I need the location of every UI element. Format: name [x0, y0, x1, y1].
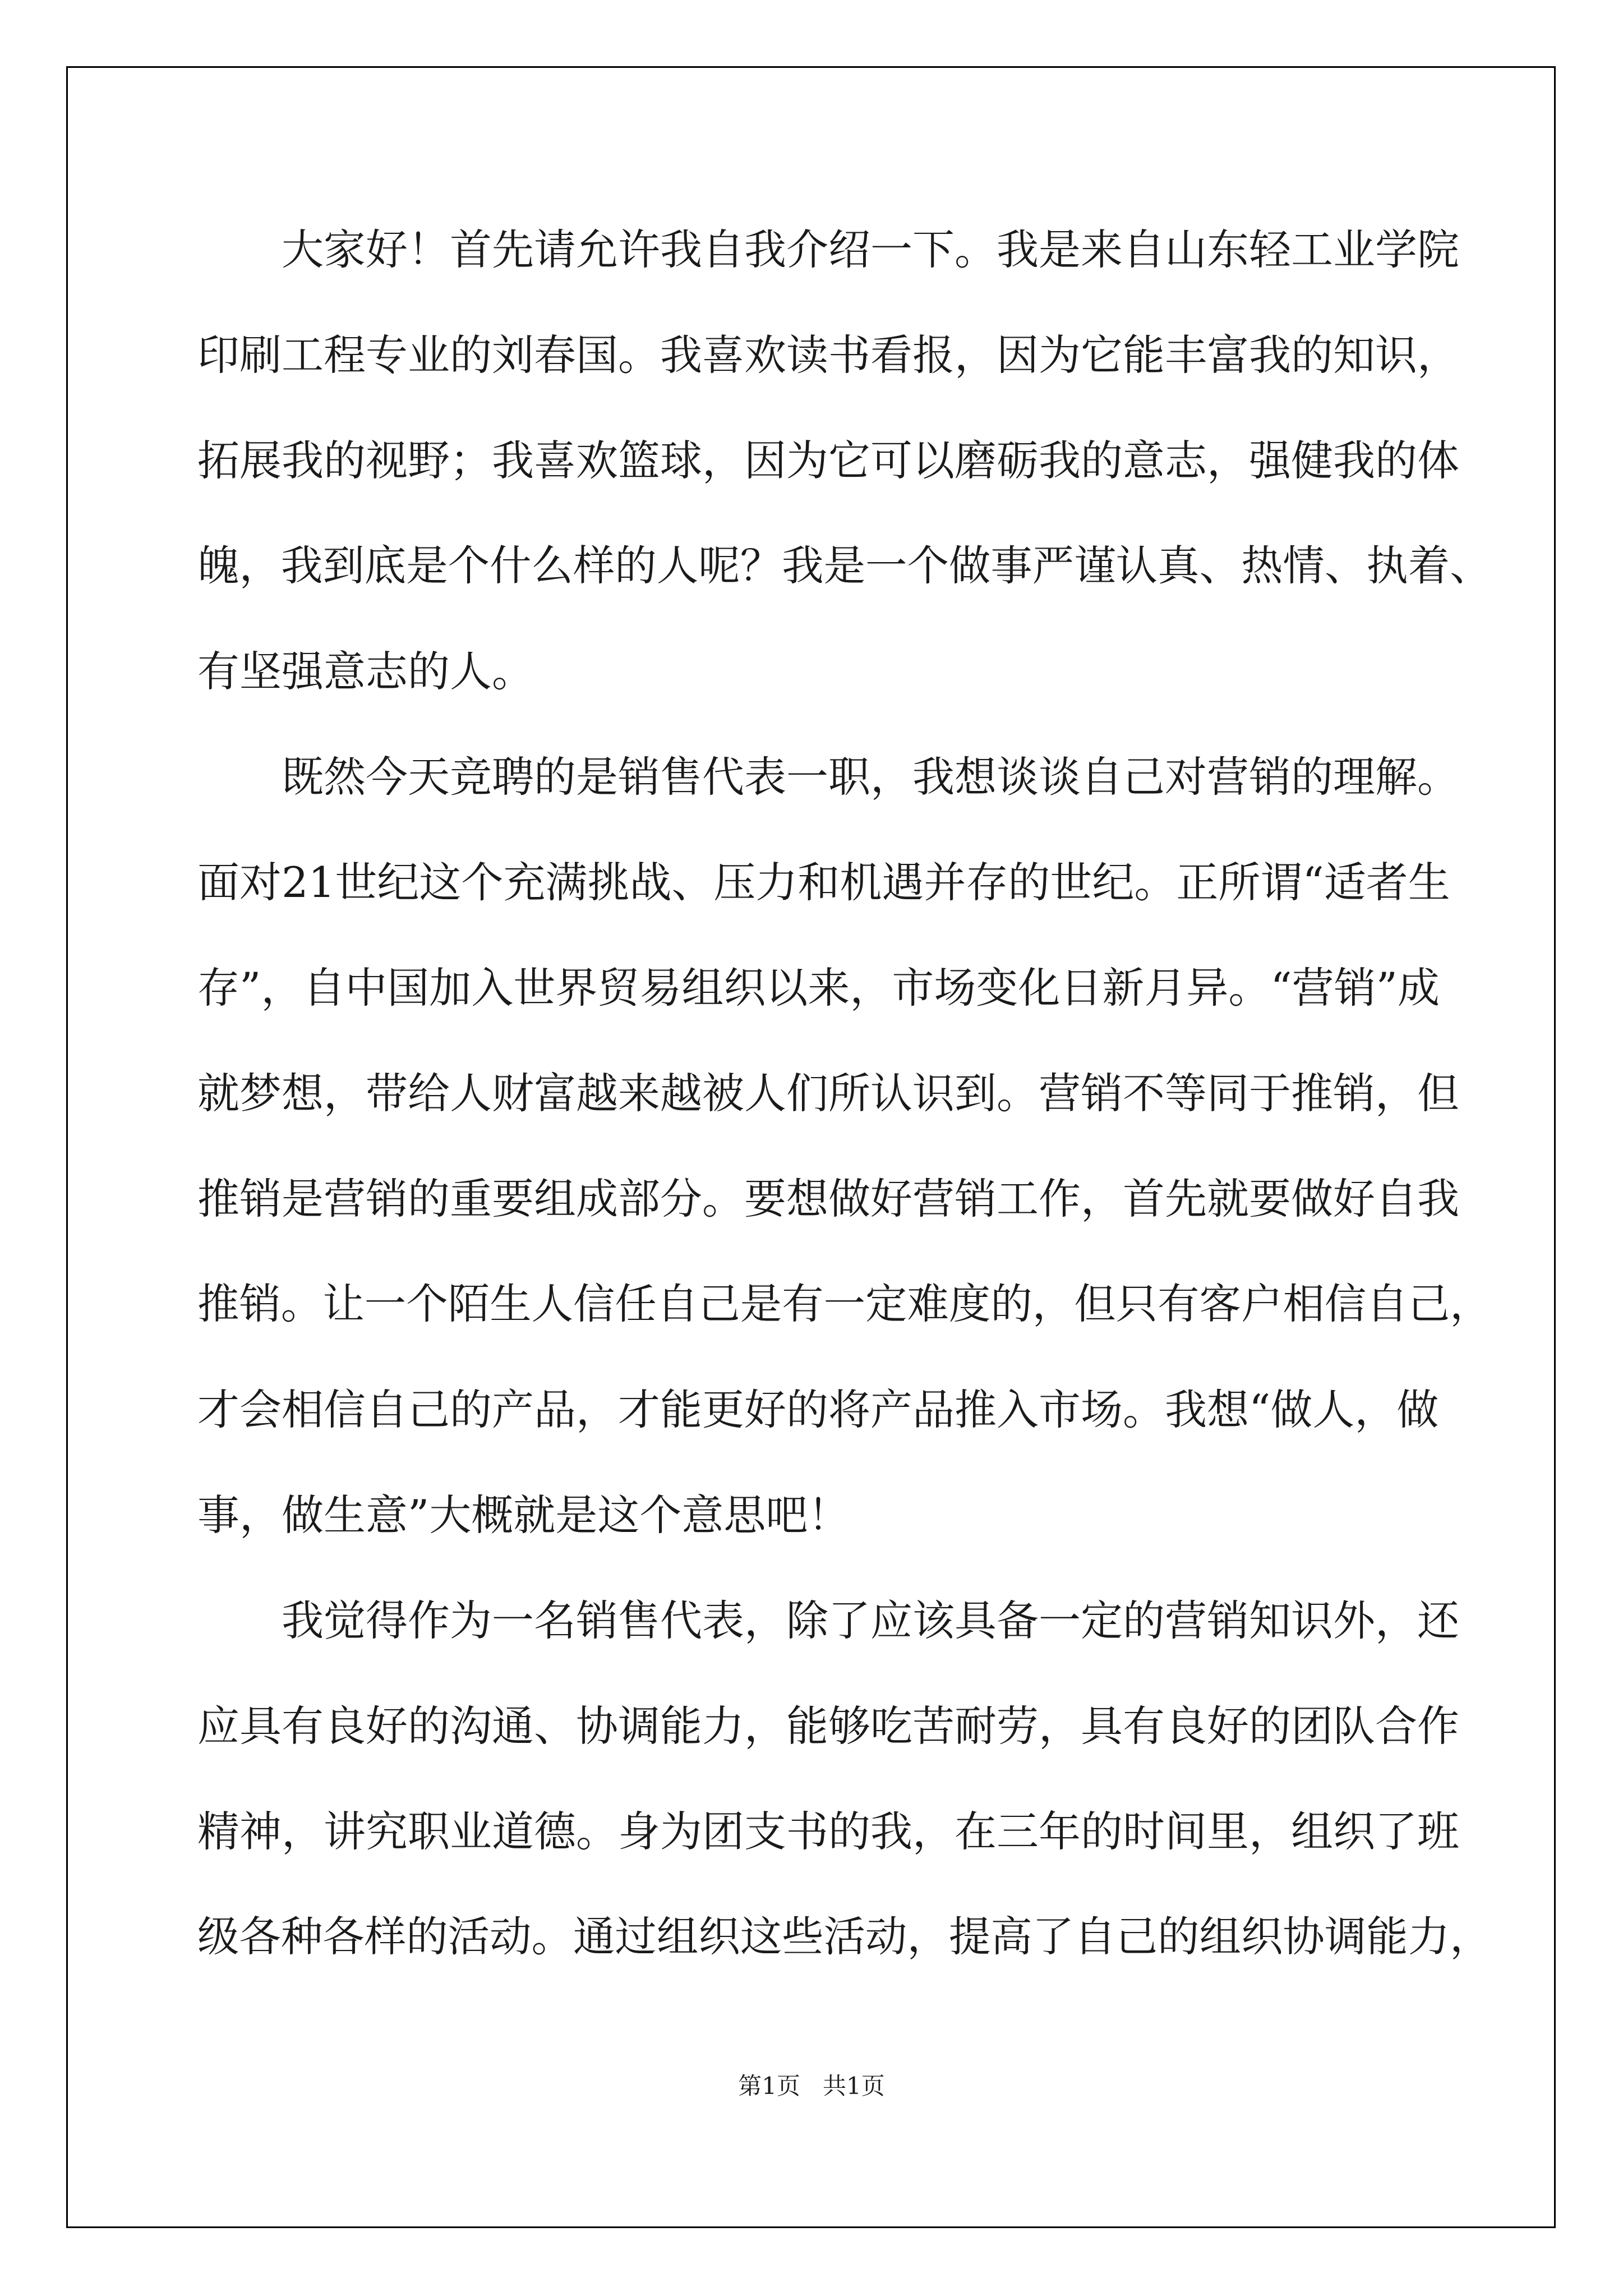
text-line-7: 面对21世纪这个充满挑战、压力和机遇并存的世纪。正所谓“适者生 — [197, 858, 1450, 907]
page-border — [66, 66, 1556, 2228]
text-line-13: 事，做生意”大概就是这个意思吧！ — [197, 1490, 850, 1540]
text-line-3: 拓展我的视野；我喜欢篮球，因为它可以磨砺我的意志，强健我的体 — [197, 436, 1460, 485]
text-line-16: 精神，讲究职业道德。身为团支书的我，在三年的时间里，组织了班 — [197, 1807, 1460, 1856]
text-line-4: 魄，我到底是个什么样的人呢？我是一个做事严谨认真、热情、执着、 — [197, 541, 1492, 590]
text-line-17: 级各种各样的活动。通过组织这些活动，提高了自己的组织协调能力， — [197, 1912, 1492, 1961]
text-line-11: 推销。让一个陌生人信任自己是有一定难度的，但只有客户相信自己， — [197, 1280, 1492, 1328]
text-line-6: 既然今天竞聘的是销售代表一职，我想谈谈自己对营销的理解。 — [282, 752, 1460, 802]
page-number-footer: 第1页 共1页 — [738, 2072, 885, 2100]
text-line-10: 推销是营销的重要组成部分。要想做好营销工作，首先就要做好自我 — [197, 1174, 1460, 1223]
text-line-12: 才会相信自己的产品，才能更好的将产品推入市场。我想“做人，做 — [197, 1385, 1439, 1434]
text-line-14: 我觉得作为一名销售代表，除了应该具备一定的营销知识外，还 — [282, 1596, 1460, 1645]
text-line-15: 应具有良好的沟通、协调能力，能够吃苦耐劳，具有良好的团队合作 — [197, 1701, 1460, 1751]
text-line-5: 有坚强意志的人。 — [197, 647, 534, 696]
text-line-9: 就梦想，带给人财富越来越被人们所认识到。营销不等同于推销，但 — [197, 1069, 1460, 1118]
text-line-8: 存”，自中国加入世界贸易组织以来，市场变化日新月异。“营销”成 — [197, 963, 1440, 1013]
text-line-1: 大家好！首先请允许我自我介绍一下。我是来自山东轻工业学院 — [282, 225, 1460, 274]
text-line-2: 印刷工程专业的刘春国。我喜欢读书看报，因为它能丰富我的知识， — [197, 330, 1460, 380]
